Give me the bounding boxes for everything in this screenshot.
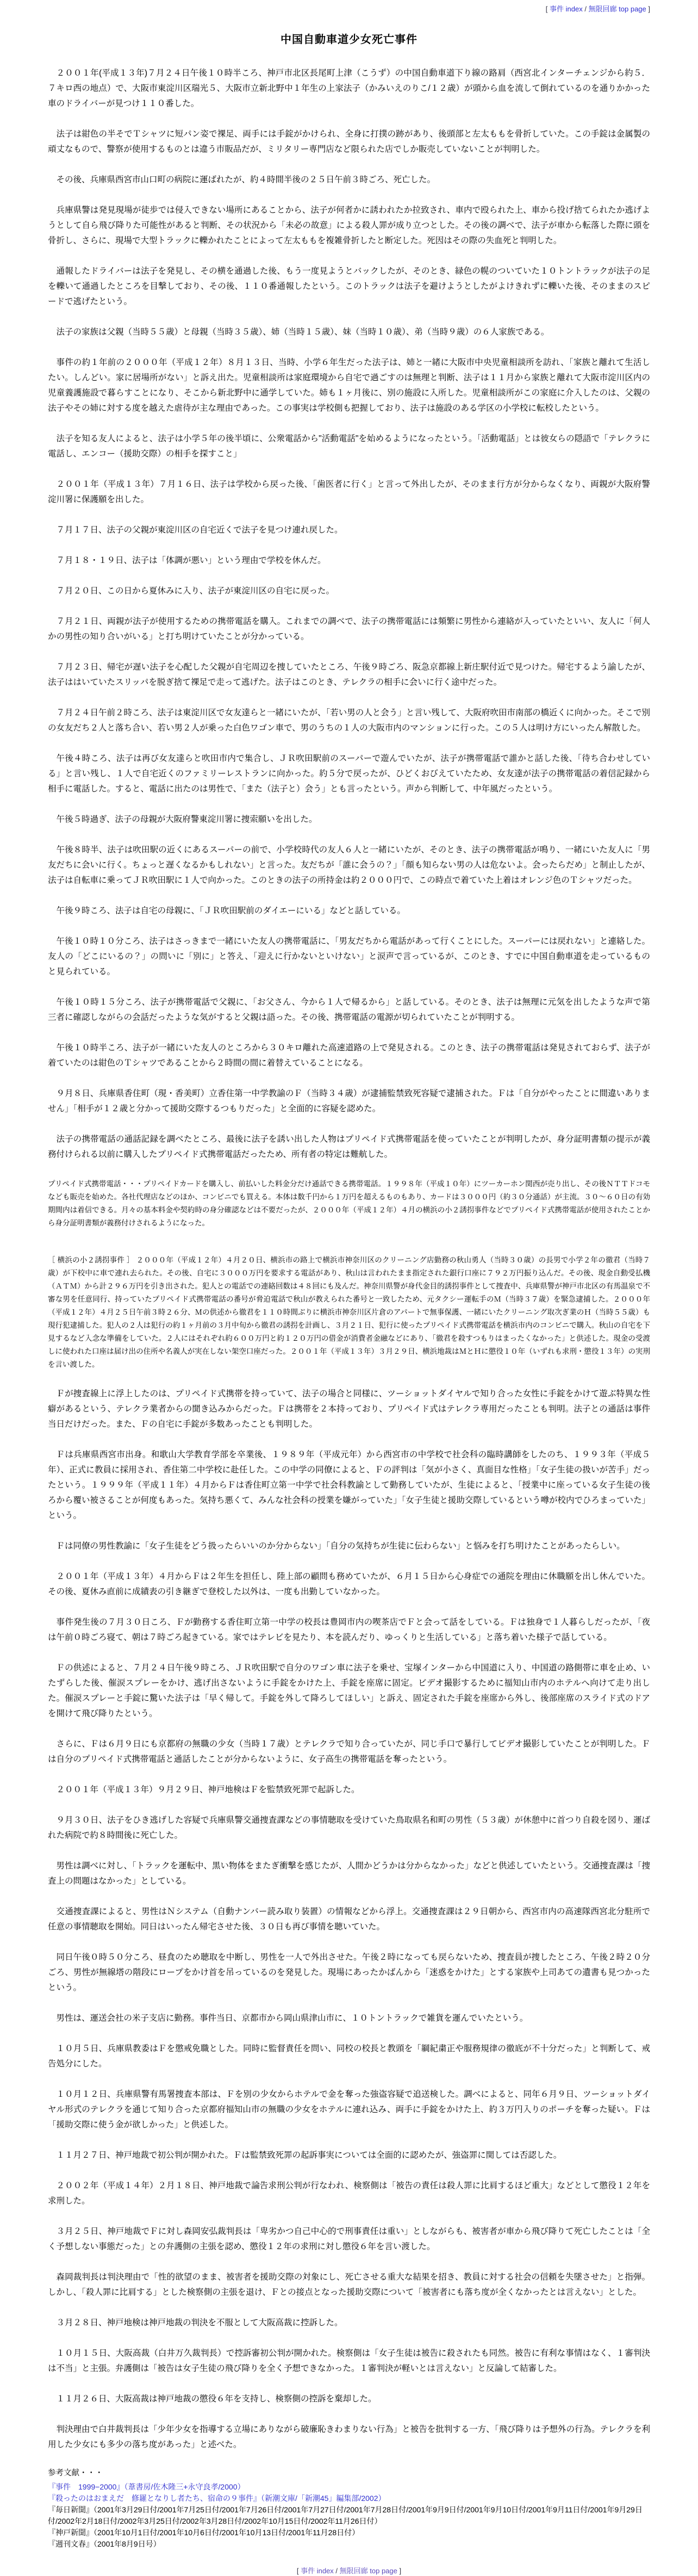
reference-item: 『週刊文春』（2001年8月9日号） — [48, 2540, 161, 2548]
paragraph: ３月２５日、神戸地裁でＦに対し森岡安弘裁判長は「卑劣かつ自己中心的で刑事責任は重い」としながらも、被害者が車から飛び降りて死亡したことは「全く予想しない事態だった」との弁護側の主張を認め、懲役１２年の求刑に対し懲役６年を言い渡した。 — [48, 2227, 650, 2251]
paragraph: Ｆが捜査線上に浮上したのは、プリペイド式携帯を持っていて、法子の場合と同様に、ツーショットダイヤルで知り合った女性に手錠をかけて遊ぶ特異な性癖があるという、テレクラ業者からの聞き込みからだった。Ｆは携帯を２本持っており、プリペイド式はテレクラ専用だったことも判明。法子との通話は事件当日だけだった。また、Ｆの自宅に手錠が多数あったことも判明した。 — [48, 1389, 650, 1429]
bracket-close: ] — [646, 5, 650, 13]
paragraph: ７月２１日、両親が法子が使用するための携帯電話を購入。これまでの調べで、法子の携帯電話には頻繁に男性から連絡が入っていたといい、友人に「何人かの男性の知り合いがいる」と打ち明けていたことが分かっている。 — [48, 617, 650, 641]
paragraph: １０月５日、兵庫県教委はＦを懲戒免職とした。同時に監督責任を問い、同校の校長と教頭を「綱紀粛正や服務規律の徹底が不十分だった」と判断して、戒告処分にした。 — [48, 2044, 650, 2069]
nav-separator: / — [333, 2567, 340, 2575]
paragraph: 午後１０時１０分ころ、法子はさっきまで一緒にいた友人の携帯電話に、「男友だちから電話があって行くことにした。スーパーには戻れない」と連絡した。友人の「どこにいるの？」の問いに「別に」と答え、「迎えに行かないといけない」と涙声で言っているが、このとき、すでに中国自動車道を走っているものと見られている。 — [48, 937, 650, 976]
paragraph: 男性は、運送会社の米子支店に勤務。事件当日、京都市から岡山県津山市に、１０トントラックで雑貨を運んでいたという。 — [56, 2014, 528, 2023]
paragraph: 午後８時半、法子は吹田駅の近くにあるスーパーの前で、小学校時代の友人６人と一緒にいたが、そのとき、法子の携帯電話が鳴り、一緒にいた友人に「男友だちに会いに行く。ちょっと遅くなるかもしれない」と言った。友だちが「誰に会うの？」「顔も知らない男の人は危ないよ。会ったらだめ」と制止したが、法子は自転車に乗ってＪＲ吹田駅に１人で向かった。このときの法子の所持金は約２０００円で、この時点で着ていた上着はオレンジ色のＴシャツだった。 — [48, 845, 650, 885]
article-body — [48, 66, 650, 2453]
nav-separator: / — [582, 5, 589, 13]
jiken-index-link[interactable]: 事件 index — [301, 2567, 334, 2575]
page-title: 中国自動車道少女死亡事件 — [281, 34, 417, 46]
paragraph: １１月２６日、大阪高裁は神戸地裁の懲役６年を支持し、検察側の控訴を棄却した。 — [56, 2394, 377, 2404]
paragraph: ３月２８日、神戸地検は神戸地裁の判決を不服として大阪高裁に控訴した。 — [56, 2318, 343, 2327]
paragraph: １１月２７日、神戸地裁で初公判が開かれた。Ｆは監禁致死罪の起訴事実については全面的に認めたが、強盗罪に関しては否認した。 — [56, 2151, 562, 2160]
paragraph: さらに、Ｆは６月９日にも京都府の無職の少女（当時１７歳）とテレクラで知り合っていたが、同じ手口で暴行してビデオ撮影していたことが判明した。Ｆは自分のプリペイド式携帯電話と通話したことが分からないように、女子高生の携帯電話を奪ったという。 — [48, 1739, 650, 1764]
paragraph: 通報したドライバーは法子を発見し、その横を通過した後、もう一度見ようとバックしたが、そのとき、緑色の幌のついていた１０トントラックが法子の足を轢いて通過したところを目撃しており、その後、１１０番通報したという。このトラックは法子を避けようとしたがよけきれずに轢いた後、そのままのスピードで逃げたという。 — [48, 267, 650, 306]
paragraph: ９月８日、兵庫県香住町（現・香美町）立香住第一中学教諭のＦ（当時３４歳）が逮捕監禁致死容疑で逮捕された。Ｆは「自分がやったことに間違いありません」「相手が１２歳と分かって援助交際するつもりだった」と全面的に容疑を認めた。 — [48, 1089, 650, 1113]
jiken-index-link[interactable]: 事件 index — [550, 5, 583, 13]
paragraph: ２００１年（平成１３年）４月からＦは２年生を担任し、陸上部の顧問も務めていたが、６月１５日から心身症での通院を理由に休職願を出し休んでいた。その後、夏休み直前に成績表の引き継ぎで登校した以外は、一度も出勤していなかった。 — [48, 1572, 650, 1596]
paragraph: Ｆの供述によると、７月２４日午後９時ころ、ＪＲ吹田駅で自分のワゴン車に法子を乗せ、宝塚インターから中国道に入り、中国道の路側帯に車を止め、いたずらした後、催涙スプレーをかけ、逃げ出さないように手錠をかけた上、手錠を座席に固定。ビデオ撮影するために福知山市内のホテルへ向けて走り出した。催涙スプレーと手錠に驚いた法子は「早く帰して。手錠を外して降ろしてほしい」と訴え、固定された手錠を座席から外し、後部座席のスライド式のドアを開けて飛び降りたという。 — [48, 1663, 650, 1718]
paragraph: ７月２０日、この日から夏休みに入り、法子が東淀川区の自宅に戻った。 — [56, 586, 335, 596]
reference-item: 『神戸新聞』（2001年10月1日付/2001年10月6日付/2001年10月13日付/2001年11月28日付） — [48, 2528, 360, 2537]
paragraph: ［ 横浜の小２誘拐事件 ］ ２０００年（平成１２年）４月２０日、横浜市の路上で横浜市神奈川区のクリーニング店勤務の秋山勇人（当時３０歳）の長男で小学２年の徹君（当時７歳）が下校中に車で連れ去られた。その後、自宅に３０００万円を要求する電話があり、秋山は言われたまま指定された銀行口座に７９２万円振り込んだ。その後、現金自動受払機（ＡＴＭ）から計２９６万円を引き出された。犯人との電話での連絡回数は４８回にも及んだ。神奈川県警が身代金目的誘拐事件として捜査中、兵庫県警が神戸市北区の有馬温泉で不審な男を任意同行、持っていたプリペイド式携帯電話の番号が脅迫電話で秋山が教えられた番号と一致したため、元タクシー運転手のＭ（当時３７歳）を緊急逮捕した。２０００年（平成１２年）４月２５日午前３時２６分、Ｍの供述から徹君を１１０時間ぶりに横浜市神奈川区片倉のアパートで無事保護、一緒にいたクリーニング取次ぎ業のＨ（当時５５歳）も現行犯逮捕した。犯人の２人は犯行の約１ヶ月前の３月中旬から徹君の誘拐を計画し、３月２１日、犯行に使ったプリペイド式携帯電話を横浜市内のコンビニで購入。秋山の自宅を下見するなど入念な準備をしていた。２人にはそれぞれ約６００万円と約１２０万円の借金が消費者金融などにあり、「徹君を殺すつもりはまったくなかった」と供述した。現金の受渡しに使われた口座は届け出の住所や名義人が実在しない架空口座だった。２００１年（平成１３年）３月２９日、横浜地裁はＭとＨに懲役１０年（いずれも求刑・懲役１３年）の実刑を言い渡した。 — [48, 1256, 650, 1369]
paragraph: 事件発生後の７月３０日ころ、Ｆが勤務する香住町立第一中学の校長は豊岡市内の喫茶店でＦと会って話をしている。Ｆは独身で１人暮らしだったが、「夜は午前０時ごろ寝て、朝は７時ごろ起きている。家ではテレビを見たり、本を読んだり、ゆっくりと生活している」と落ち着いた様子で話している。 — [48, 1618, 650, 1642]
paragraph: 法子の携帯電話の通話記録を調べたところ、最後に法子を誘い出した人物はプリペイド式携帯電話を使っていたことが判明したが、身分証明書類の提示が義務付けられる以前に購入したプリペイド式携帯電話だったため、所有者の特定は難航した。 — [48, 1135, 650, 1159]
references-list — [48, 2481, 650, 2550]
paragraph: １０月１２日、兵庫県警有馬署捜査本部は、Ｆを別の少女からホテルで金を奪った強盗容疑で追送検した。調べによると、同年６月９日、ツーショットダイヤル形式のテレクラを通じて知り合った京都府福知山市の無職の少女をホテルに連れ込み、両手に手錠をかけた上、約３万円入りのポーチを奪った疑い。Ｆは「援助交際に使う金が欲しかった」と供述した。 — [48, 2090, 650, 2129]
paragraph: ２００１年(平成１３年)７月２４日午後１０時半ころ、神戸市北区長尾町上津（こうず）の中国自動車道下り線の路肩（西宮北インターチェンジから約５．７キロ西の地点）で、大阪市東淀川区瑞光５、大阪市立新北野中１年生の上家法子（かみいえのりこ/１２歳）が頭から血を流して倒れているのを通りかかった車のドライバーが見つけ１１０番した。 — [48, 69, 650, 108]
bottom-nav — [48, 2566, 650, 2576]
paragraph: ７月２４日午前２時ころ、法子は東淀川区で女友達らと一緒にいたが、「若い男の人と会う」と言い残して、大阪府吹田市南部の橋近くに向かった。そこで別の女友だち２人と落ち合い、若い男２人が乗った白色ワゴン車で、男のうちの１人の大阪市内のマンションに行った。この５人は明け方にいったん解散した。 — [48, 708, 650, 733]
paragraph: ７月２３日、帰宅が遅い法子を心配した父親が自宅周辺を捜していたところ、午後９時ごろ、阪急京都線上新庄駅付近で見つけた。帰宅するよう諭したが、法子ははいていたスリッパを脱ぎ捨て裸足で走って逃げた。法子はこのとき、テレクラの相手に会いに行く途中だった。 — [48, 662, 650, 687]
paragraph: ９月３０日、法子をひき逃げした容疑で兵庫県警交通捜査課などの事情聴取を受けていた鳥取県名和町の男性（５３歳）が休憩中に首つり自殺を図り、運ばれた病院で約８時間後に死亡した。 — [48, 1816, 650, 1840]
paragraph: ２００２年（平成１４年）２月１８日、神戸地裁で論告求刑公判が行なわれ、検察側は「被告の責任は殺人罪に比肩するほど重大」などとして懲役１２年を求刑した。 — [48, 2181, 650, 2206]
page — [48, 0, 650, 2576]
paragraph: その後、兵庫県西宮市山口町の病院に運ばれたが、約４時間半後の２５日午前３時ごろ、死亡した。 — [56, 175, 436, 184]
paragraph: 午後５時過ぎ、法子の母親が大阪府警東淀川署に捜索願いを出した。 — [56, 815, 317, 824]
paragraph: Ｆは同僚の男性教諭に「女子生徒をどう扱ったらいいのか分からない」「自分の気持ちが生徒に伝わらない」と悩みを打ち明けたことがあったらしい。 — [56, 1541, 625, 1551]
paragraph: 午後１０時半ころ、法子が一緒にいた友人のところから３０キロ離れた高速道路の上で発見される。このとき、法子の携帯電話は発見されておらず、法子が着ていたのは紺色のＴシャツであることから２時間の間に着替えていることになる。 — [48, 1043, 650, 1068]
paragraph: 午後９時ころ、法子は自宅の母親に、「ＪＲ吹田駅前のダイエーにいる」などと話している。 — [56, 906, 406, 915]
paragraph: 法子は紺色の半そでＴシャツに短パン姿で裸足、両手には手錠がかけられ、全身に打撲の跡があり、後頭部と左太ももを骨折していた。この手錠は金属製の頑丈なもので、警察が使用するものとは違う市販品だが、ミリタリー専門店など限られた店でしか販売していないことが判明した。 — [48, 129, 650, 154]
paragraph: ７月１８・１９日、法子は「体調が悪い」という理由で学校を休んだ。 — [56, 556, 326, 565]
paragraph: ２００１年（平成１３年）９月２９日、神戸地検はＦを監禁致死罪で起訴した。 — [56, 1785, 360, 1794]
paragraph: 森岡裁判長は判決理由で「性的欲望のまま、被害者を援助交際の対象にし、死亡させる重大な結果を招き、教員に対する社会の信頼を失墜させた」と指弾。しかし、「殺人罪に比肩する」とした検察側の主張を退け、Ｆとの接点となった援助交際について「被害者にも落ち度が全くなかったとは言えない」とした。 — [48, 2272, 650, 2297]
references — [48, 2468, 650, 2550]
reference-item[interactable]: 『殺ったのはおまえだ 修羅となりし者たち、宿命の９事件』（新潮文庫/「新潮45」編集部/2002） — [48, 2494, 386, 2503]
paragraph: ２００１年（平成１３年）７月１６日、法子は学校から戻った後、「歯医者に行く」と言って外出したが、そのまま行方が分からなくなり、両親が大阪府警淀川署に保護願を出した。 — [48, 480, 650, 504]
bracket-close: ] — [397, 2567, 402, 2575]
references-heading: 参考文献・・・ — [48, 2469, 103, 2478]
paragraph: プリペイド式携帯電話・・・プリペイドカードを購入し、前払いした料金分だけ通話できる携帯電話。１９９８年（平成１０年）にツーカーホン関西が売り出し、その後ＮＴＴドコモなども販売を始めた。各社代理店などのほか、コンビニでも買える。本体は数千円から１万円を超えるものもあり、カードは３０００円（約３０分通話）が主流。３０～６０日の有効期間内は着信できる。月々の基本料金や契約時の身分確認などは不要だったが、２０００年（平成１２年）４月の横浜の小２誘拐事件などでプリペイド式携帯電話が使用されたことから身分証明書類が義務付けされるようになった。 — [48, 1180, 650, 1227]
paragraph: 法子を知る友人によると、法子は小学５年の後半頃に、公衆電話から"活動電話"を始めるようになったという。「活動電話」とは彼女らの隠語で「テレクラに電話し、エンコー（援助交際）の相手を探すこと」 — [48, 434, 650, 459]
paragraph: １０月１５日、大阪高裁（白井万久裁判長）で控訴審初公判が開かれた。検察側は「女子生徒は被告に殺されたも同然。被告に有利な事情はなく、１審判決は不当」と主張。弁護側は「被告は女子生徒の飛び降りを全く予想できなかった。１審判決が軽いとは言えない」と反論して結審した。 — [48, 2349, 650, 2373]
paragraph: 同日午後０時５０分ころ、昼食のため聴取を中断し、男性を一人で外出させた。午後２時になっても戻らないため、捜査員が捜したところ、午後２時２０分ごろ、男性が無線塔の階段にロープをかけ首を吊っているのを発見した。現場にあったかばんから「迷惑をかけた」とする家族や上司あての遺書も見つかったという。 — [48, 1953, 650, 1992]
paragraph: 男性は調べに対し、「トラックを運転中、黒い物体をまたぎ衝撃を感じたが、人間かどうかは分からなかった」などと供述していたという。交通捜査課は「捜査上の問題はなかった」としている。 — [48, 1861, 650, 1886]
paragraph: Ｆは兵庫県西宮市出身。和歌山大学教育学部を卒業後、１９８９年（平成元年）から西宮市の中学校で社会科の臨時講師をしたのち、１９９３年（平成５年）、正式に教員に採用され、香住第二中学校に赴任した。この中学の同僚によると、Ｆの評判は「気が小さく、真面目な性格」「女子生徒の扱いが苦手」だったという。１９９９年（平成１１年）４月からＦは香住町立第一中学で社会科教諭として勤務していたが、生徒によると、「授業中に座っている女子生徒の後ろから覆い被さることが何度もあった。気持ち悪くて、みんな社会科の授業を嫌がっていた」「女子生徒と援助交際しているという噂が校内でひろまっていた」という。 — [48, 1450, 650, 1520]
paragraph: 午後４時ころ、法子は再び女友達らと吹田市内で集合し、ＪＲ吹田駅前のスーパーで遊んでいたが、法子が携帯電話で誰かと話した後、「待ち合わせしている」と言い残し、１人で自宅近くのファミリーレストランに向かった。約５分で戻ったが、ひどくおびえていたため、女友達が法子の携帯電話の着信記録から相手に電話した。すると、電話に出たのは男性で、「また（法子と）会う」とも言ったという。声から判断して、中年風だったという。 — [48, 754, 650, 794]
reference-item: 『毎日新聞』（2001年3月29日付/2001年7月25日付/2001年7月26日付/2001年7月27日付/2001年7月28日付/2001年9月9日付/2001年9月10日付/2001年9月11日付/2001年9月29日付/2002年2月18日付/2002年3月25日付/2002年3月28日付/2002年10月15日付/2002年11月26日付） — [48, 2505, 643, 2525]
mugen-kairo-top-link[interactable]: 無限回廊 top page — [588, 5, 646, 13]
top-nav — [48, 4, 650, 14]
bracket-open: [ — [296, 2567, 301, 2575]
paragraph: ７月１７日、法子の父親が東淀川区の自宅近くで法子を見つけ連れ戻した。 — [56, 525, 343, 535]
paragraph: 法子の家族は父親（当時５５歳）と母親（当時３５歳）、姉（当時１５歳）、妹（当時１０歳）、弟（当時９歳）の６人家族である。 — [56, 327, 550, 337]
paragraph: 交通捜査課によると、男性はＮシステム（自動ナンバー読み取り装置）の情報などから浮上。交通捜査課は２９日朝から、西宮市内の高速隊西宮北分駐所で任意の事情聴取を開始。同日はいったん帰宅させた後、３０日も再び事情を聴いていた。 — [48, 1907, 650, 1931]
bracket-open: [ — [545, 5, 550, 13]
paragraph: 兵庫県警は発見現場が徒歩では侵入できない場所にあることから、法子が何者かに誘われたか拉致され、車内で殴られた上、車から投げ捨てられたか逃げようとして自ら飛び降りた可能性があると判断、その状況から「未必の故意」による殺人罪が成り立つとした。その後の調べで、法子が車から転落した際に頭を骨折し、さらに、現場で大型トラックに轢かれたことによって左太ももを複雑骨折したと断定した。死因はその際の失血死と判明した。 — [48, 206, 650, 245]
mugen-kairo-top-link[interactable]: 無限回廊 top page — [339, 2567, 397, 2575]
paragraph: 事件の約１年前の２０００年（平成１２年）８月１３日、当時、小学６年生だった法子は、姉と一緒に大阪市中央児童相談所を訪れ、「家族と離れて生活したい。しんどい。家に居場所がない」と訴え出た。児童相談所は家庭環境から自宅で過ごすのは無理と判断、法子は１１月から家族と離れて大阪市淀川区内の児童養護施設で暮らすことになり、そこから新北野中に通学していた。姉も１ヶ月後に、別の施設に入所した。児童相談所がこの家庭に介入したのは、父親の法子やその姉に対する度を越えた虐待が主な理由であった。この事実は学校側も把握しており、法子は施設のある学区の小学校に転校したという。 — [48, 358, 650, 413]
reference-item[interactable]: 『事件 1999−2000』（葦書房/佐木隆三+永守良孝/2000） — [48, 2482, 245, 2491]
paragraph: 午後１０時１５分ころ、法子が携帯電話で父親に、「お父さん、今から１人で帰るから」と話している。そのとき、法子は無理に元気を出したような声で第三者に確認しながらの会話だったような気がすると父親は語った。その後、携帯電話の電源が切られていたことが判明する。 — [48, 998, 650, 1022]
paragraph: 判決理由で白井裁判長は「少年少女を指導する立場にありながら破廉恥きわまりない行為」と被告を批判する一方、「飛び降りは予想外の行為。テレクラを利用した少女にも多少の落ち度があった」と述べた。 — [48, 2425, 650, 2449]
